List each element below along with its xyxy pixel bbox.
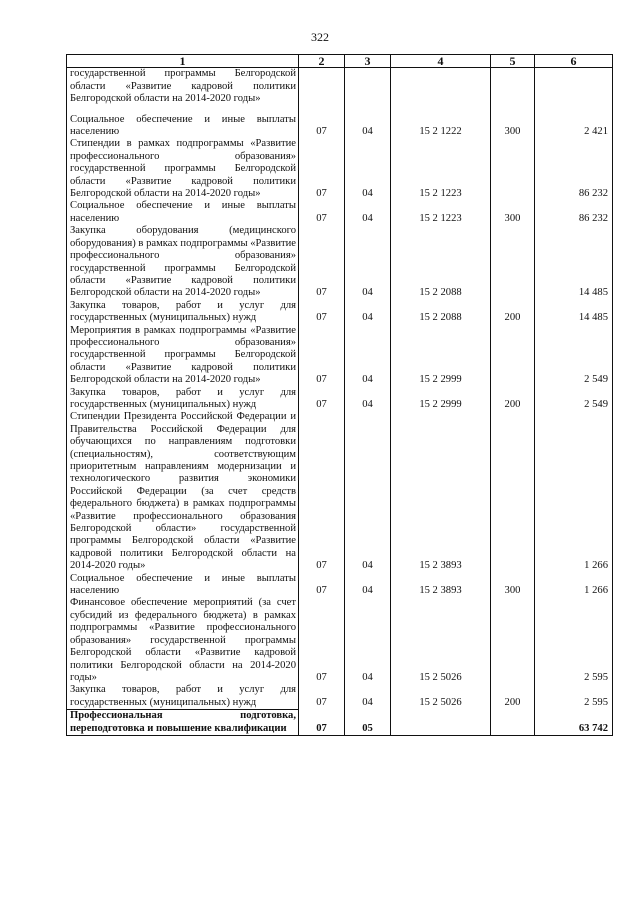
row-expense-type: [491, 597, 535, 684]
row-expense-type: [491, 325, 535, 387]
row-amount: 86 232: [535, 138, 613, 200]
row-amount: 1 266: [535, 573, 613, 598]
table-row: [67, 106, 613, 139]
row-name: Социальное обеспечение и иные выплаты населению: [67, 573, 299, 598]
row-name: Социальное обеспечение и иные выплаты населению: [67, 200, 299, 225]
row-name: Закупка товаров, работ и услуг для государственных (муниципальных) нужд: [67, 387, 299, 412]
table-row: [67, 138, 613, 200]
row-amount: 14 485: [535, 225, 613, 299]
row-expense-type: [491, 68, 535, 106]
row-expense-type: 300: [491, 200, 535, 225]
table-row: [67, 684, 613, 709]
row-amount: [535, 68, 613, 106]
row-target-article: 15 2 3893: [391, 573, 491, 598]
row-subsection: 04: [345, 225, 391, 299]
row-section: 07: [299, 411, 345, 572]
row-subsection: 04: [345, 597, 391, 684]
row-target-article: 15 2 1223: [391, 138, 491, 200]
row-expense-type: 300: [491, 106, 535, 139]
column-header-2: 2: [299, 55, 345, 68]
row-name: Стипендии в рамках подпрограммы «Развитие профессионального образования» государственной программы Белгородской области «Развитие кадровой политики Белгородской области на 2014-2020 годы»: [67, 138, 299, 200]
row-section: [299, 68, 345, 106]
row-name: Стипендии Президента Российской Федерации и Правительства Российской Федерации для обучающихся по направлениям подготовки (специальностям), соответствующим приоритетным направлениям модернизации и технологического развития экономики Российской Федерации (за счет средств федерального бюджета) в рамках подпрограммы «Развитие профессионального образования Белгородской области» государственной программы Белгородской области «Развитие кадровой политики Белгородской области на 2014-2020 годы»: [67, 411, 299, 572]
row-name: Мероприятия в рамках подпрограммы «Развитие профессионального образования» государственной программы Белгородской области «Развитие кадровой политики Белгородской области на 2014-2020 годы»: [67, 325, 299, 387]
row-section: 07: [299, 710, 345, 736]
row-target-article: 15 2 5026: [391, 684, 491, 709]
row-section: 07: [299, 387, 345, 412]
row-name: Профессиональная подготовка, переподготовка и повышение квалификации: [67, 710, 299, 736]
row-amount: 14 485: [535, 300, 613, 325]
row-subsection: 04: [345, 300, 391, 325]
row-subsection: 04: [345, 138, 391, 200]
row-target-article: 15 2 2999: [391, 387, 491, 412]
row-amount: 2 421: [535, 106, 613, 139]
row-name: государственной программы Белгородской области «Развитие кадровой политики Белгородской области на 2014-2020 годы»: [67, 68, 299, 106]
budget-table: [66, 54, 613, 736]
row-target-article: [391, 68, 491, 106]
row-section: 07: [299, 684, 345, 709]
row-amount: 63 742: [535, 710, 613, 736]
table-row: [67, 225, 613, 299]
row-name: Социальное обеспечение и иные выплаты населению: [67, 106, 299, 139]
row-amount: 2 549: [535, 325, 613, 387]
row-name: Финансовое обеспечение мероприятий (за счет субсидий из федерального бюджета) в рамках подпрограммы «Развитие профессионального образования» государственной программы Белгородской области «Развитие кадровой политики Белгородской области на 2014-2020 годы»: [67, 597, 299, 684]
row-expense-type: 200: [491, 684, 535, 709]
row-name: Закупка оборудования (медицинского оборудования) в рамках подпрограммы «Развитие профессионального образования» государственной программы Белгородской области «Развитие кадровой политики Белгородской области на 2014-2020 годы»: [67, 225, 299, 299]
page-number: 322: [311, 30, 329, 44]
row-section: 07: [299, 300, 345, 325]
table-header-row: [67, 55, 613, 68]
row-subsection: 04: [345, 325, 391, 387]
row-expense-type: 200: [491, 387, 535, 412]
column-header-5: 5: [491, 55, 535, 68]
row-subsection: 05: [345, 710, 391, 736]
table-row: [67, 325, 613, 387]
row-target-article: 15 2 3893: [391, 411, 491, 572]
row-target-article: 15 2 1223: [391, 200, 491, 225]
column-header-4: 4: [391, 55, 491, 68]
row-target-article: 15 2 1222: [391, 106, 491, 139]
table-row: [67, 200, 613, 225]
row-name: Закупка товаров, работ и услуг для государственных (муниципальных) нужд: [67, 684, 299, 709]
row-section: 07: [299, 200, 345, 225]
row-subsection: 04: [345, 573, 391, 598]
table-row: [67, 68, 613, 106]
table-row: [67, 300, 613, 325]
table-row: [67, 597, 613, 684]
row-expense-type: 200: [491, 300, 535, 325]
row-section: 07: [299, 573, 345, 598]
table-row-subtotal: [67, 710, 613, 736]
row-section: 07: [299, 225, 345, 299]
row-subsection: 04: [345, 387, 391, 412]
row-section: 07: [299, 325, 345, 387]
row-subsection: 04: [345, 684, 391, 709]
row-subsection: 04: [345, 411, 391, 572]
row-amount: 2 549: [535, 387, 613, 412]
row-subsection: 04: [345, 200, 391, 225]
row-expense-type: [491, 225, 535, 299]
row-section: 07: [299, 138, 345, 200]
row-expense-type: 300: [491, 573, 535, 598]
row-subsection: 04: [345, 106, 391, 139]
table-row: [67, 573, 613, 598]
row-amount: 2 595: [535, 684, 613, 709]
row-target-article: 15 2 5026: [391, 597, 491, 684]
row-amount: 2 595: [535, 597, 613, 684]
column-header-6: 6: [535, 55, 613, 68]
row-target-article: 15 2 2088: [391, 225, 491, 299]
row-subsection: [345, 68, 391, 106]
row-expense-type: [491, 138, 535, 200]
row-expense-type: [491, 710, 535, 736]
table-row: [67, 411, 613, 572]
row-target-article: 15 2 2999: [391, 325, 491, 387]
row-section: 07: [299, 106, 345, 139]
row-name: Закупка товаров, работ и услуг для государственных (муниципальных) нужд: [67, 300, 299, 325]
row-amount: 1 266: [535, 411, 613, 572]
row-section: 07: [299, 597, 345, 684]
column-header-1: 1: [67, 55, 299, 68]
row-expense-type: [491, 411, 535, 572]
row-target-article: 15 2 2088: [391, 300, 491, 325]
column-header-3: 3: [345, 55, 391, 68]
table-row: [67, 387, 613, 412]
row-target-article: [391, 710, 491, 736]
row-amount: 86 232: [535, 200, 613, 225]
